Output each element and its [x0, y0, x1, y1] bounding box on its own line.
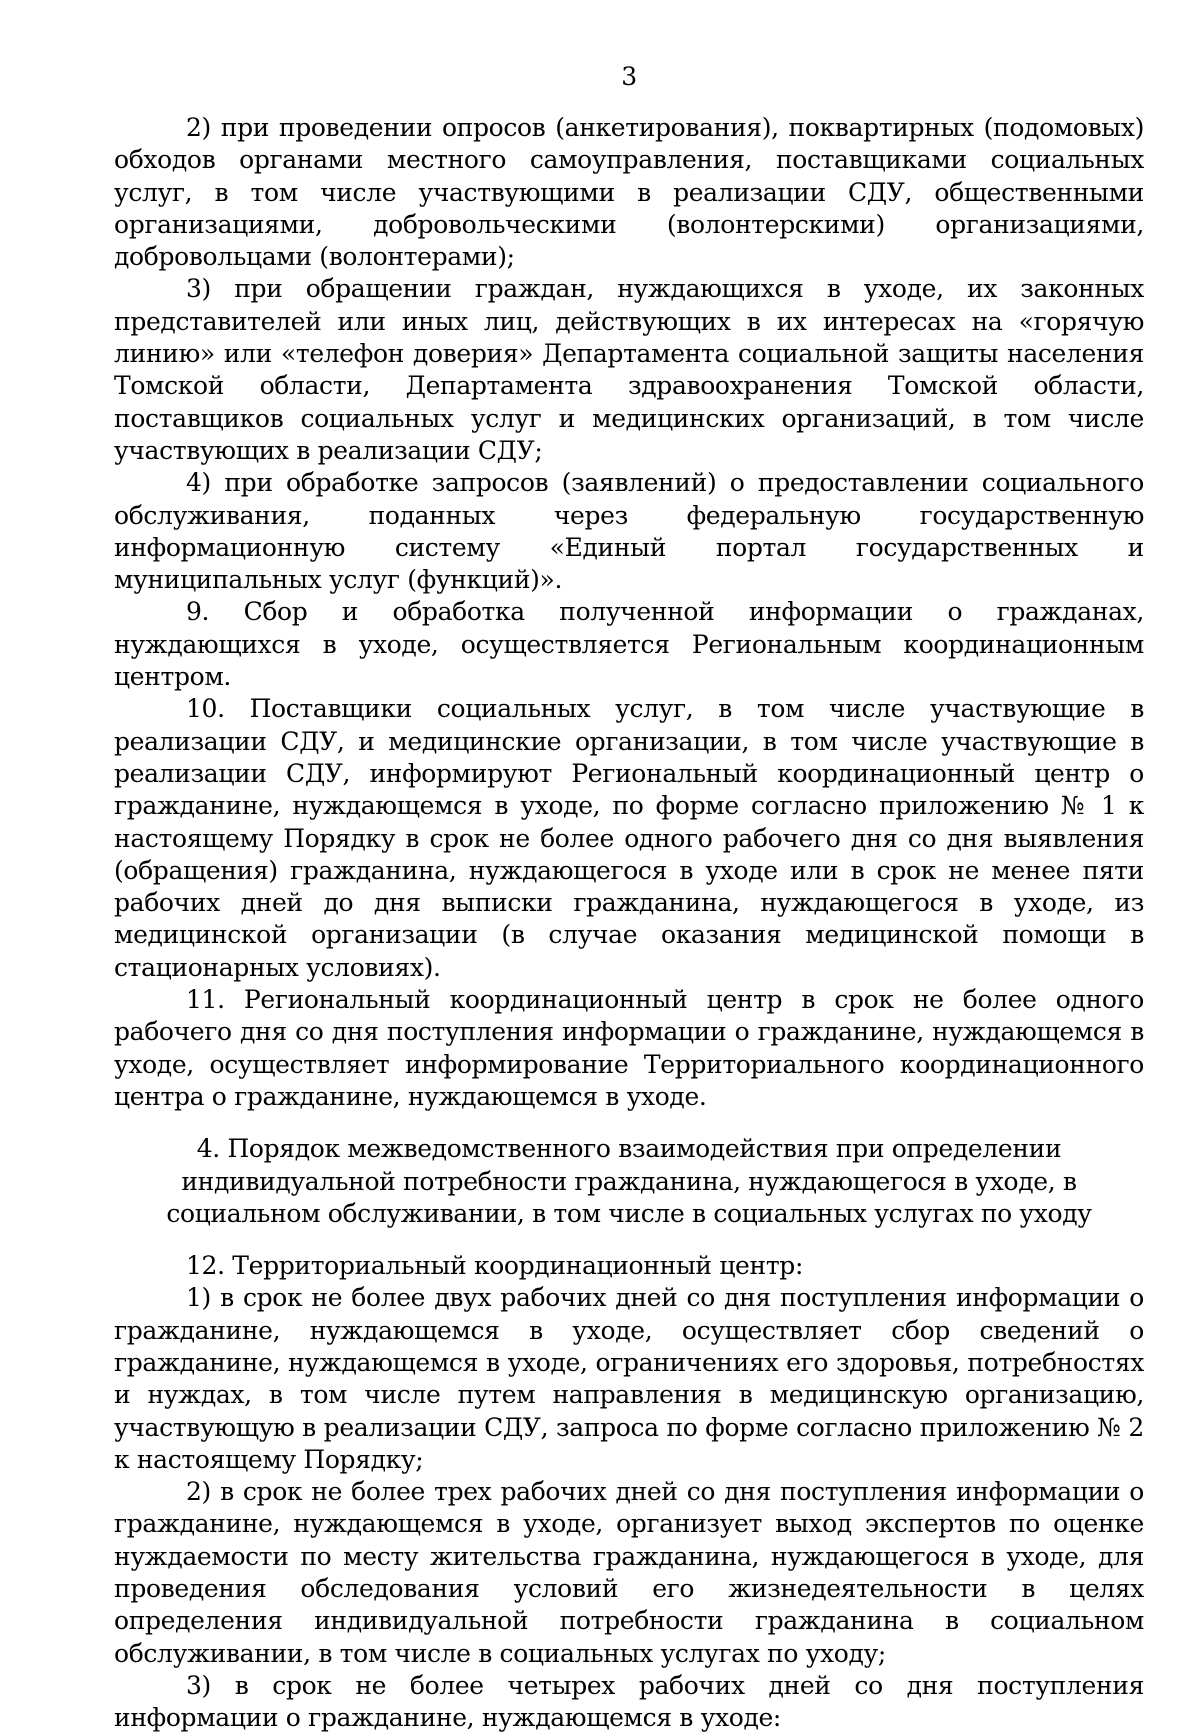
paragraph-9: 9. Сбор и обработка полученной информации о гражданах, нуждающихся в уходе, осуществляется Региональным координационным центром. — [114, 597, 1144, 692]
paragraph-item-4: 4) при обработке запросов (заявлений) о предоставлении социального обслуживания, поданных через федеральную государственную информационную систему «Единый портал государственных и муниципальных услуг (функций)». — [114, 468, 1144, 595]
paragraph-item-3: 3) при обращении граждан, нуждающихся в уходе, их законных представителей или иных лиц, действующих в их интересах на «горячую линию» или «телефон доверия» Департамента социальной защиты населения Томской области, Департамента здравоохранения Томской области, поставщиков социальных услуг и медицинских организаций, в том числе участвующих в реализации СДУ; — [114, 274, 1144, 465]
paragraph-12-item-1: 1) в срок не более двух рабочих дней со дня поступления информации о гражданине, нуждающемся в уходе, осуществляет сбор сведений о гражданине, нуждающемся в уходе, ограничениях его здоровья, потребностях и нуждах, в том числе путем направления в медицинскую организацию, участвующую в реализации СДУ, запроса по форме согласно приложению № 2 к настоящему Порядку; — [114, 1283, 1144, 1474]
paragraph-10: 10. Поставщики социальных услуг, в том числе участвующие в реализации СДУ, и медицинские организации, в том числе участвующие в реализации СДУ, информируют Региональный координационный центр о гражданине, нуждающемся в уходе, по форме согласно приложению № 1 к настоящему Порядку в срок не более одного рабочего дня со дня выявления (обращения) гражданина, нуждающегося в уходе или в срок не менее пяти рабочих дней до дня выписки гражданина, нуждающегося в уходе, из медицинской организации (в случае оказания медицинской помощи в стационарных условиях). — [114, 694, 1144, 982]
paragraph-11: 11. Региональный координационный центр в срок не более одного рабочего дня со дня поступления информации о гражданине, нуждающемся в уходе, осуществляет информирование Территориального координационного центра о гражданине, нуждающемся в уходе. — [114, 985, 1144, 1111]
document-page — [114, 60, 1144, 1735]
paragraph-12-item-2: 2) в срок не более трех рабочих дней со дня поступления информации о гражданине, нуждающемся в уходе, организует выход экспертов по оценке нуждаемости по месту жительства гражданина, нуждающегося в уходе, для проведения обследования условий его жизнедеятельности в целях определения индивидуальной потребности гражданина в социальном обслуживании, в том числе в социальных услугах по уходу; — [114, 1477, 1144, 1668]
paragraph-12-item-3: 3) в срок не более четырех рабочих дней со дня поступления информации о гражданине, нуждающемся в уходе: — [114, 1670, 1144, 1733]
paragraph-item-2: 2) при проведении опросов (анкетирования), поквартирных (подомовых) обходов органами местного самоуправления, поставщиками социальных услуг, в том числе участвующими в реализации СДУ, общественными организациями, добровольческими (волонтерскими) организациями, добровольцами (волонтерами); — [114, 113, 1144, 272]
page-number: 3 — [621, 62, 637, 91]
section-heading: 4. Порядок межведомственного взаимодействия при определении индивидуальной потребности гражданина, нуждающегося в уходе, в социальном обслуживании, в том числе в социальных услугах по уходу — [166, 1134, 1092, 1228]
paragraph-12: 12. Территориальный координационный центр: — [186, 1251, 804, 1281]
